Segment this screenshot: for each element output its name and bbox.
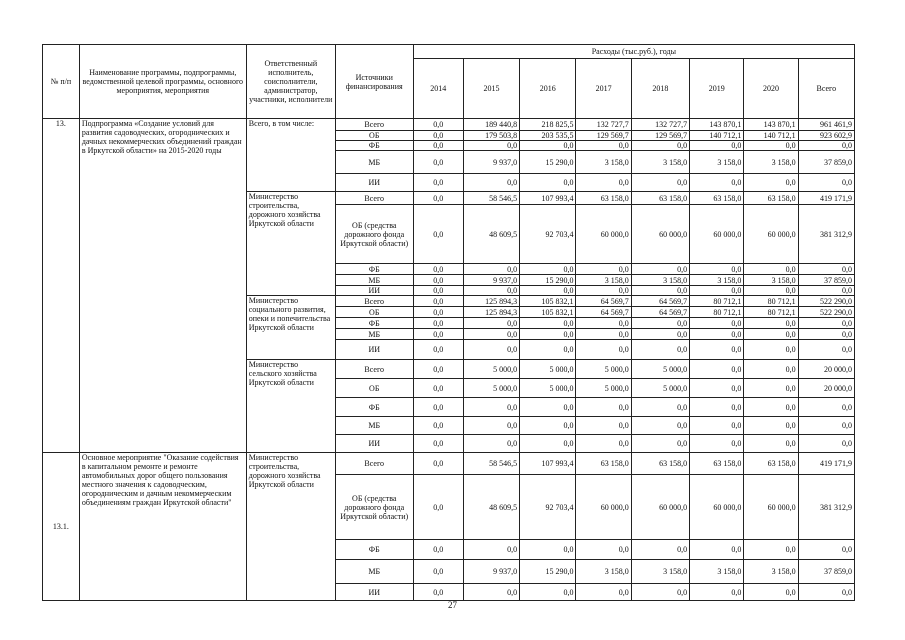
amount-cell: 0,0 — [413, 264, 463, 275]
funding-source: МБ — [335, 275, 413, 286]
amount-cell: 5 000,0 — [631, 379, 689, 398]
amount-cell: 58 546,5 — [463, 192, 519, 205]
amount-cell: 0,0 — [744, 329, 798, 340]
amount-cell: 0,0 — [576, 318, 631, 329]
amount-cell: 0,0 — [798, 584, 854, 601]
amount-cell: 0,0 — [576, 174, 631, 192]
amount-cell: 15 290,0 — [520, 151, 576, 174]
amount-cell: 0,0 — [413, 584, 463, 601]
amount-cell: 0,0 — [798, 435, 854, 453]
amount-cell: 0,0 — [631, 174, 689, 192]
amount-cell: 0,0 — [798, 540, 854, 560]
amount-cell: 0,0 — [413, 318, 463, 329]
amount-cell: 0,0 — [413, 360, 463, 379]
amount-cell: 0,0 — [463, 540, 519, 560]
amount-cell: 64 569,7 — [631, 296, 689, 307]
amount-cell: 0,0 — [690, 329, 744, 340]
header-source: Источники финансирования — [335, 45, 413, 119]
item-number: 13. — [43, 119, 80, 453]
amount-cell: 0,0 — [413, 151, 463, 174]
funding-source: ФБ — [335, 318, 413, 329]
amount-cell: 140 712,1 — [690, 131, 744, 141]
amount-cell: 3 158,0 — [576, 560, 631, 584]
amount-cell: 189 440,8 — [463, 119, 519, 131]
amount-cell: 37 859,0 — [798, 560, 854, 584]
table-row — [43, 119, 855, 131]
amount-cell: 0,0 — [413, 435, 463, 453]
amount-cell: 0,0 — [520, 584, 576, 601]
amount-cell: 92 703,4 — [520, 205, 576, 264]
amount-cell: 60 000,0 — [744, 475, 798, 540]
funding-source: ФБ — [335, 141, 413, 151]
funding-source: ФБ — [335, 264, 413, 275]
amount-cell: 0,0 — [576, 584, 631, 601]
amount-cell: 80 712,1 — [744, 307, 798, 318]
amount-cell: 80 712,1 — [690, 296, 744, 307]
amount-cell: 63 158,0 — [744, 453, 798, 475]
amount-cell: 0,0 — [520, 174, 576, 192]
funding-source: ИИ — [335, 286, 413, 296]
amount-cell: 0,0 — [744, 318, 798, 329]
amount-cell: 0,0 — [690, 540, 744, 560]
funding-source: МБ — [335, 417, 413, 435]
funding-source: Всего — [335, 360, 413, 379]
funding-source: ИИ — [335, 174, 413, 192]
amount-cell: 107 993,4 — [520, 453, 576, 475]
amount-cell: 0,0 — [413, 141, 463, 151]
amount-cell: 0,0 — [413, 453, 463, 475]
amount-cell: 3 158,0 — [744, 151, 798, 174]
amount-cell: 0,0 — [690, 340, 744, 360]
amount-cell: 125 894,3 — [463, 307, 519, 318]
amount-cell: 5 000,0 — [520, 360, 576, 379]
amount-cell: 0,0 — [690, 264, 744, 275]
amount-cell: 0,0 — [576, 398, 631, 417]
amount-cell: 0,0 — [690, 379, 744, 398]
item-number: 13.1. — [43, 453, 80, 601]
financing-table — [42, 44, 855, 601]
amount-cell: 0,0 — [798, 174, 854, 192]
responsible-executor: Министерство социального развития, опеки и попечительства Иркутской области — [246, 296, 335, 360]
amount-cell: 0,0 — [413, 340, 463, 360]
amount-cell: 3 158,0 — [631, 275, 689, 286]
amount-cell: 0,0 — [463, 398, 519, 417]
amount-cell: 0,0 — [520, 435, 576, 453]
amount-cell: 0,0 — [413, 275, 463, 286]
amount-cell: 419 171,9 — [798, 453, 854, 475]
amount-cell: 0,0 — [744, 286, 798, 296]
amount-cell: 0,0 — [520, 329, 576, 340]
amount-cell: 522 290,0 — [798, 296, 854, 307]
amount-cell: 0,0 — [744, 360, 798, 379]
amount-cell: 0,0 — [520, 141, 576, 151]
amount-cell: 381 312,9 — [798, 205, 854, 264]
amount-cell: 129 569,7 — [631, 131, 689, 141]
amount-cell: 0,0 — [631, 286, 689, 296]
funding-source: МБ — [335, 329, 413, 340]
amount-cell: 0,0 — [520, 398, 576, 417]
funding-source: Всего — [335, 192, 413, 205]
amount-cell: 3 158,0 — [690, 560, 744, 584]
amount-cell: 0,0 — [798, 329, 854, 340]
amount-cell: 0,0 — [413, 329, 463, 340]
funding-source: Всего — [335, 453, 413, 475]
amount-cell: 0,0 — [690, 286, 744, 296]
amount-cell: 381 312,9 — [798, 475, 854, 540]
amount-cell: 0,0 — [744, 141, 798, 151]
funding-source: Всего — [335, 119, 413, 131]
amount-cell: 0,0 — [690, 360, 744, 379]
header-expenses: Расходы (тыс.руб.), годы — [413, 45, 854, 59]
amount-cell: 0,0 — [576, 286, 631, 296]
amount-cell: 0,0 — [413, 286, 463, 296]
amount-cell: 5 000,0 — [576, 360, 631, 379]
amount-cell: 0,0 — [798, 141, 854, 151]
amount-cell: 0,0 — [413, 398, 463, 417]
amount-cell: 0,0 — [413, 307, 463, 318]
amount-cell: 203 535,5 — [520, 131, 576, 141]
amount-cell: 3 158,0 — [631, 151, 689, 174]
amount-cell: 0,0 — [576, 540, 631, 560]
amount-cell: 0,0 — [744, 398, 798, 417]
amount-cell: 0,0 — [690, 318, 744, 329]
header-year: 2016 — [520, 59, 576, 119]
amount-cell: 0,0 — [413, 131, 463, 141]
header-year: 2020 — [744, 59, 798, 119]
amount-cell: 3 158,0 — [690, 275, 744, 286]
amount-cell: 0,0 — [798, 264, 854, 275]
amount-cell: 522 290,0 — [798, 307, 854, 318]
amount-cell: 132 727,7 — [576, 119, 631, 131]
amount-cell: 0,0 — [631, 540, 689, 560]
funding-source: ИИ — [335, 435, 413, 453]
amount-cell: 48 609,5 — [463, 475, 519, 540]
amount-cell: 105 832,1 — [520, 307, 576, 318]
funding-source: ФБ — [335, 398, 413, 417]
amount-cell: 0,0 — [413, 379, 463, 398]
amount-cell: 0,0 — [744, 340, 798, 360]
amount-cell: 20 000,0 — [798, 379, 854, 398]
amount-cell: 37 859,0 — [798, 275, 854, 286]
amount-cell: 60 000,0 — [690, 205, 744, 264]
amount-cell: 5 000,0 — [463, 379, 519, 398]
funding-source: ОБ — [335, 379, 413, 398]
amount-cell: 0,0 — [690, 417, 744, 435]
amount-cell: 60 000,0 — [576, 205, 631, 264]
amount-cell: 0,0 — [798, 398, 854, 417]
funding-source: ОБ (средства дорожного фонда Иркутской области) — [335, 475, 413, 540]
amount-cell: 0,0 — [463, 435, 519, 453]
responsible-executor: Всего, в том числе: — [246, 119, 335, 192]
amount-cell: 105 832,1 — [520, 296, 576, 307]
header-year: 2014 — [413, 59, 463, 119]
amount-cell: 63 158,0 — [744, 192, 798, 205]
amount-cell: 0,0 — [631, 264, 689, 275]
amount-cell: 0,0 — [798, 318, 854, 329]
header-responsible: Ответственный исполнитель, соисполнители, администратор, участники, исполнители — [246, 45, 335, 119]
funding-source: МБ — [335, 151, 413, 174]
amount-cell: 0,0 — [744, 584, 798, 601]
amount-cell: 0,0 — [413, 205, 463, 264]
amount-cell: 923 602,9 — [798, 131, 854, 141]
amount-cell: 0,0 — [463, 329, 519, 340]
amount-cell: 3 158,0 — [744, 560, 798, 584]
amount-cell: 9 937,0 — [463, 275, 519, 286]
amount-cell: 0,0 — [413, 560, 463, 584]
amount-cell: 0,0 — [463, 318, 519, 329]
amount-cell: 0,0 — [463, 141, 519, 151]
amount-cell: 0,0 — [413, 417, 463, 435]
amount-cell: 0,0 — [744, 174, 798, 192]
amount-cell: 0,0 — [631, 340, 689, 360]
amount-cell: 60 000,0 — [631, 205, 689, 264]
funding-source: ОБ (средства дорожного фонда Иркутской области) — [335, 205, 413, 264]
amount-cell: 218 825,5 — [520, 119, 576, 131]
amount-cell: 0,0 — [744, 264, 798, 275]
amount-cell: 143 870,1 — [744, 119, 798, 131]
responsible-executor: Министерство строительства, дорожного хозяйства Иркутской области — [246, 453, 335, 601]
amount-cell: 5 000,0 — [576, 379, 631, 398]
amount-cell: 5 000,0 — [631, 360, 689, 379]
amount-cell: 0,0 — [463, 174, 519, 192]
amount-cell: 0,0 — [413, 475, 463, 540]
amount-cell: 15 290,0 — [520, 560, 576, 584]
amount-cell: 20 000,0 — [798, 360, 854, 379]
table-row — [43, 453, 855, 475]
amount-cell: 0,0 — [520, 264, 576, 275]
amount-cell: 0,0 — [744, 379, 798, 398]
amount-cell: 0,0 — [520, 340, 576, 360]
amount-cell: 0,0 — [520, 417, 576, 435]
amount-cell: 0,0 — [413, 192, 463, 205]
amount-cell: 0,0 — [463, 417, 519, 435]
amount-cell: 0,0 — [690, 584, 744, 601]
amount-cell: 5 000,0 — [463, 360, 519, 379]
funding-source: ФБ — [335, 540, 413, 560]
amount-cell: 0,0 — [413, 540, 463, 560]
amount-cell: 0,0 — [631, 141, 689, 151]
amount-cell: 419 171,9 — [798, 192, 854, 205]
amount-cell: 0,0 — [576, 329, 631, 340]
amount-cell: 92 703,4 — [520, 475, 576, 540]
header-row — [43, 45, 855, 59]
amount-cell: 63 158,0 — [690, 453, 744, 475]
amount-cell: 125 894,3 — [463, 296, 519, 307]
funding-source: Всего — [335, 296, 413, 307]
amount-cell: 5 000,0 — [520, 379, 576, 398]
amount-cell: 0,0 — [576, 264, 631, 275]
amount-cell: 0,0 — [463, 340, 519, 360]
amount-cell: 0,0 — [631, 318, 689, 329]
amount-cell: 37 859,0 — [798, 151, 854, 174]
amount-cell: 0,0 — [631, 435, 689, 453]
amount-cell: 143 870,1 — [690, 119, 744, 131]
table-body — [43, 45, 855, 601]
amount-cell: 63 158,0 — [690, 192, 744, 205]
amount-cell: 3 158,0 — [744, 275, 798, 286]
amount-cell: 0,0 — [576, 417, 631, 435]
amount-cell: 48 609,5 — [463, 205, 519, 264]
amount-cell: 0,0 — [413, 174, 463, 192]
amount-cell: 0,0 — [631, 417, 689, 435]
header-name: Наименование программы, подпрограммы, ведомственной целевой программы, основного мероприятия, мероприятия — [79, 45, 246, 119]
funding-source: ИИ — [335, 340, 413, 360]
amount-cell: 0,0 — [798, 340, 854, 360]
amount-cell: 60 000,0 — [631, 475, 689, 540]
amount-cell: 0,0 — [690, 435, 744, 453]
amount-cell: 60 000,0 — [690, 475, 744, 540]
amount-cell: 0,0 — [631, 584, 689, 601]
header-year: 2019 — [690, 59, 744, 119]
amount-cell: 3 158,0 — [576, 275, 631, 286]
amount-cell: 107 993,4 — [520, 192, 576, 205]
header-year: 2017 — [576, 59, 631, 119]
amount-cell: 0,0 — [520, 286, 576, 296]
amount-cell: 0,0 — [520, 540, 576, 560]
header-year: 2018 — [631, 59, 689, 119]
item-name: Подпрограмма «Создание условий для развития садоводческих, огороднических и дачных некоммерческих объединений граждан в Иркутской области» на 2015-2020 годы — [79, 119, 246, 453]
amount-cell: 60 000,0 — [576, 475, 631, 540]
amount-cell: 0,0 — [690, 174, 744, 192]
amount-cell: 0,0 — [576, 141, 631, 151]
header-total: Всего — [798, 59, 854, 119]
amount-cell: 9 937,0 — [463, 560, 519, 584]
amount-cell: 0,0 — [576, 435, 631, 453]
amount-cell: 63 158,0 — [631, 453, 689, 475]
amount-cell: 0,0 — [463, 584, 519, 601]
amount-cell: 60 000,0 — [744, 205, 798, 264]
amount-cell: 129 569,7 — [576, 131, 631, 141]
amount-cell: 0,0 — [413, 296, 463, 307]
funding-source: ИИ — [335, 584, 413, 601]
amount-cell: 64 569,7 — [631, 307, 689, 318]
header-year: 2015 — [463, 59, 519, 119]
amount-cell: 0,0 — [631, 398, 689, 417]
amount-cell: 0,0 — [520, 318, 576, 329]
amount-cell: 64 569,7 — [576, 307, 631, 318]
funding-source: МБ — [335, 560, 413, 584]
amount-cell: 3 158,0 — [631, 560, 689, 584]
amount-cell: 0,0 — [744, 540, 798, 560]
amount-cell: 80 712,1 — [744, 296, 798, 307]
item-name: Основное мероприятие "Оказание содействия в капитальном ремонте и ремонте автомобильных дорог общего пользования местного значения к садоводческим, огородническим и дачным некоммерческим объединениям граждан Иркутской области" — [79, 453, 246, 601]
amount-cell: 0,0 — [744, 435, 798, 453]
amount-cell: 179 503,8 — [463, 131, 519, 141]
amount-cell: 0,0 — [798, 286, 854, 296]
amount-cell: 58 546,5 — [463, 453, 519, 475]
amount-cell: 132 727,7 — [631, 119, 689, 131]
amount-cell: 140 712,1 — [744, 131, 798, 141]
amount-cell: 0,0 — [690, 141, 744, 151]
amount-cell: 63 158,0 — [576, 453, 631, 475]
funding-source: ОБ — [335, 307, 413, 318]
amount-cell: 63 158,0 — [576, 192, 631, 205]
amount-cell: 0,0 — [463, 264, 519, 275]
amount-cell: 0,0 — [413, 119, 463, 131]
amount-cell: 15 290,0 — [520, 275, 576, 286]
amount-cell: 0,0 — [690, 398, 744, 417]
amount-cell: 3 158,0 — [690, 151, 744, 174]
amount-cell: 0,0 — [631, 329, 689, 340]
funding-source: ОБ — [335, 131, 413, 141]
amount-cell: 63 158,0 — [631, 192, 689, 205]
amount-cell: 0,0 — [798, 417, 854, 435]
amount-cell: 0,0 — [576, 340, 631, 360]
page-number: 27 — [448, 600, 457, 610]
amount-cell: 0,0 — [463, 286, 519, 296]
header-num: № п/п — [43, 45, 80, 119]
amount-cell: 3 158,0 — [576, 151, 631, 174]
amount-cell: 0,0 — [744, 417, 798, 435]
amount-cell: 64 569,7 — [576, 296, 631, 307]
amount-cell: 80 712,1 — [690, 307, 744, 318]
responsible-executor: Министерство сельского хозяйства Иркутской области — [246, 360, 335, 453]
responsible-executor: Министерство строительства, дорожного хозяйства Иркутской области — [246, 192, 335, 296]
amount-cell: 961 461,9 — [798, 119, 854, 131]
amount-cell: 9 937,0 — [463, 151, 519, 174]
